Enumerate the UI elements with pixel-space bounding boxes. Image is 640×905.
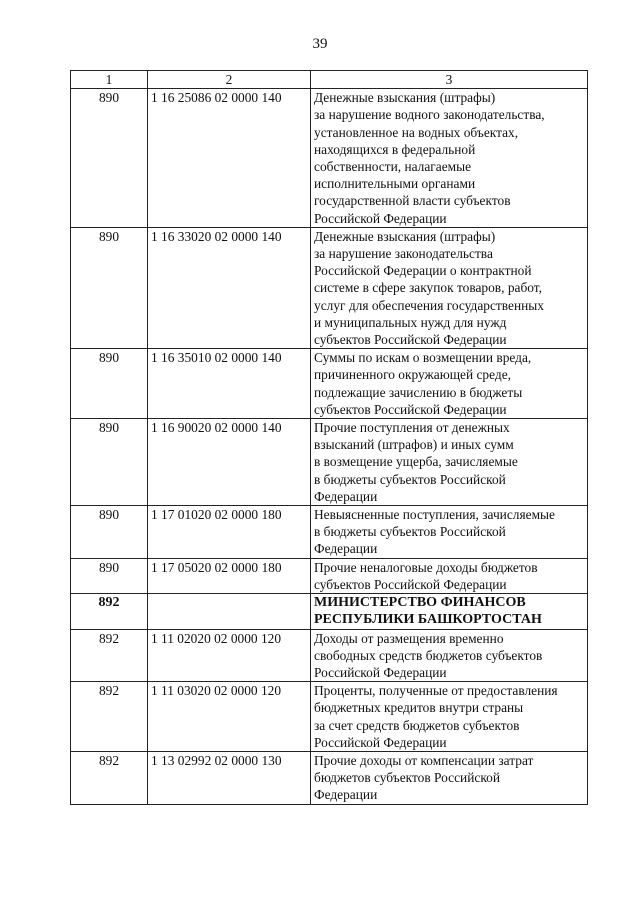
row-revenue-code: 1 16 90020 02 0000 140 <box>148 419 311 506</box>
table-row <box>71 594 588 629</box>
row-admin-code: 890 <box>71 419 148 506</box>
revenue-codes-table <box>70 70 588 805</box>
row-description: Доходы от размещения временно свободных средств бюджетов субъектов Российской Федерации <box>311 629 588 682</box>
row-revenue-code <box>148 594 311 629</box>
table-row <box>71 682 588 752</box>
row-revenue-code: 1 13 02992 02 0000 130 <box>148 751 311 804</box>
row-description: Денежные взыскания (штрафы) за нарушение законодательства Российской Федерации о контрактной системе в сфере закупок товаров, работ, услуг для обеспечения государственных и муниципальных нужд для нужд субъектов Российской Федерации <box>311 227 588 348</box>
row-description: Невыясненные поступления, зачисляемые в бюджеты субъектов Российской Федерации <box>311 506 588 559</box>
table-row <box>71 558 588 593</box>
row-description: Прочие неналоговые доходы бюджетов субъектов Российской Федерации <box>311 558 588 593</box>
header-row <box>71 71 588 89</box>
page-number: 39 <box>312 36 328 52</box>
row-revenue-code: 1 17 05020 02 0000 180 <box>148 558 311 593</box>
row-admin-code: 890 <box>71 558 148 593</box>
table-row <box>71 349 588 419</box>
row-revenue-code: 1 16 33020 02 0000 140 <box>148 227 311 348</box>
row-revenue-code: 1 11 02020 02 0000 120 <box>148 629 311 682</box>
table-row <box>71 89 588 228</box>
row-description: Прочие поступления от денежных взысканий (штрафов) и иных сумм в возмещение ущерба, зачисляемые в бюджеты субъектов Российской Федерации <box>311 419 588 506</box>
row-admin-code: 892 <box>71 682 148 752</box>
header-col-1: 1 <box>71 71 148 89</box>
header-col-3: 3 <box>311 71 588 89</box>
row-description: Проценты, полученные от предоставления бюджетных кредитов внутри страны за счет средств бюджетов субъектов Российской Федерации <box>311 682 588 752</box>
row-admin-code: 892 <box>71 751 148 804</box>
table-row <box>71 419 588 506</box>
row-admin-code: 890 <box>71 227 148 348</box>
row-revenue-code: 1 17 01020 02 0000 180 <box>148 506 311 559</box>
row-revenue-code: 1 11 03020 02 0000 120 <box>148 682 311 752</box>
table-row <box>71 227 588 348</box>
row-admin-code: 890 <box>71 89 148 228</box>
row-revenue-code: 1 16 35010 02 0000 140 <box>148 349 311 419</box>
row-description: Прочие доходы от компенсации затрат бюджетов субъектов Российской Федерации <box>311 751 588 804</box>
table-body <box>71 89 588 804</box>
row-admin-code: 890 <box>71 349 148 419</box>
table-row <box>71 506 588 559</box>
row-description: Денежные взыскания (штрафы) за нарушение водного законодательства, установленное на водных объектах, находящихся в федеральной собственности, налагаемые исполнительными органами государственной власти субъектов Российской Федерации <box>311 89 588 228</box>
row-admin-code: 892 <box>71 594 148 629</box>
table-row <box>71 629 588 682</box>
header-col-2: 2 <box>148 71 311 89</box>
row-description: МИНИСТЕРСТВО ФИНАНСОВ РЕСПУБЛИКИ БАШКОРТОСТАН <box>311 594 588 629</box>
row-description: Суммы по искам о возмещении вреда, причиненного окружающей среде, подлежащие зачислению в бюджеты субъектов Российской Федерации <box>311 349 588 419</box>
table-row <box>71 751 588 804</box>
row-admin-code: 890 <box>71 506 148 559</box>
row-revenue-code: 1 16 25086 02 0000 140 <box>148 89 311 228</box>
row-admin-code: 892 <box>71 629 148 682</box>
